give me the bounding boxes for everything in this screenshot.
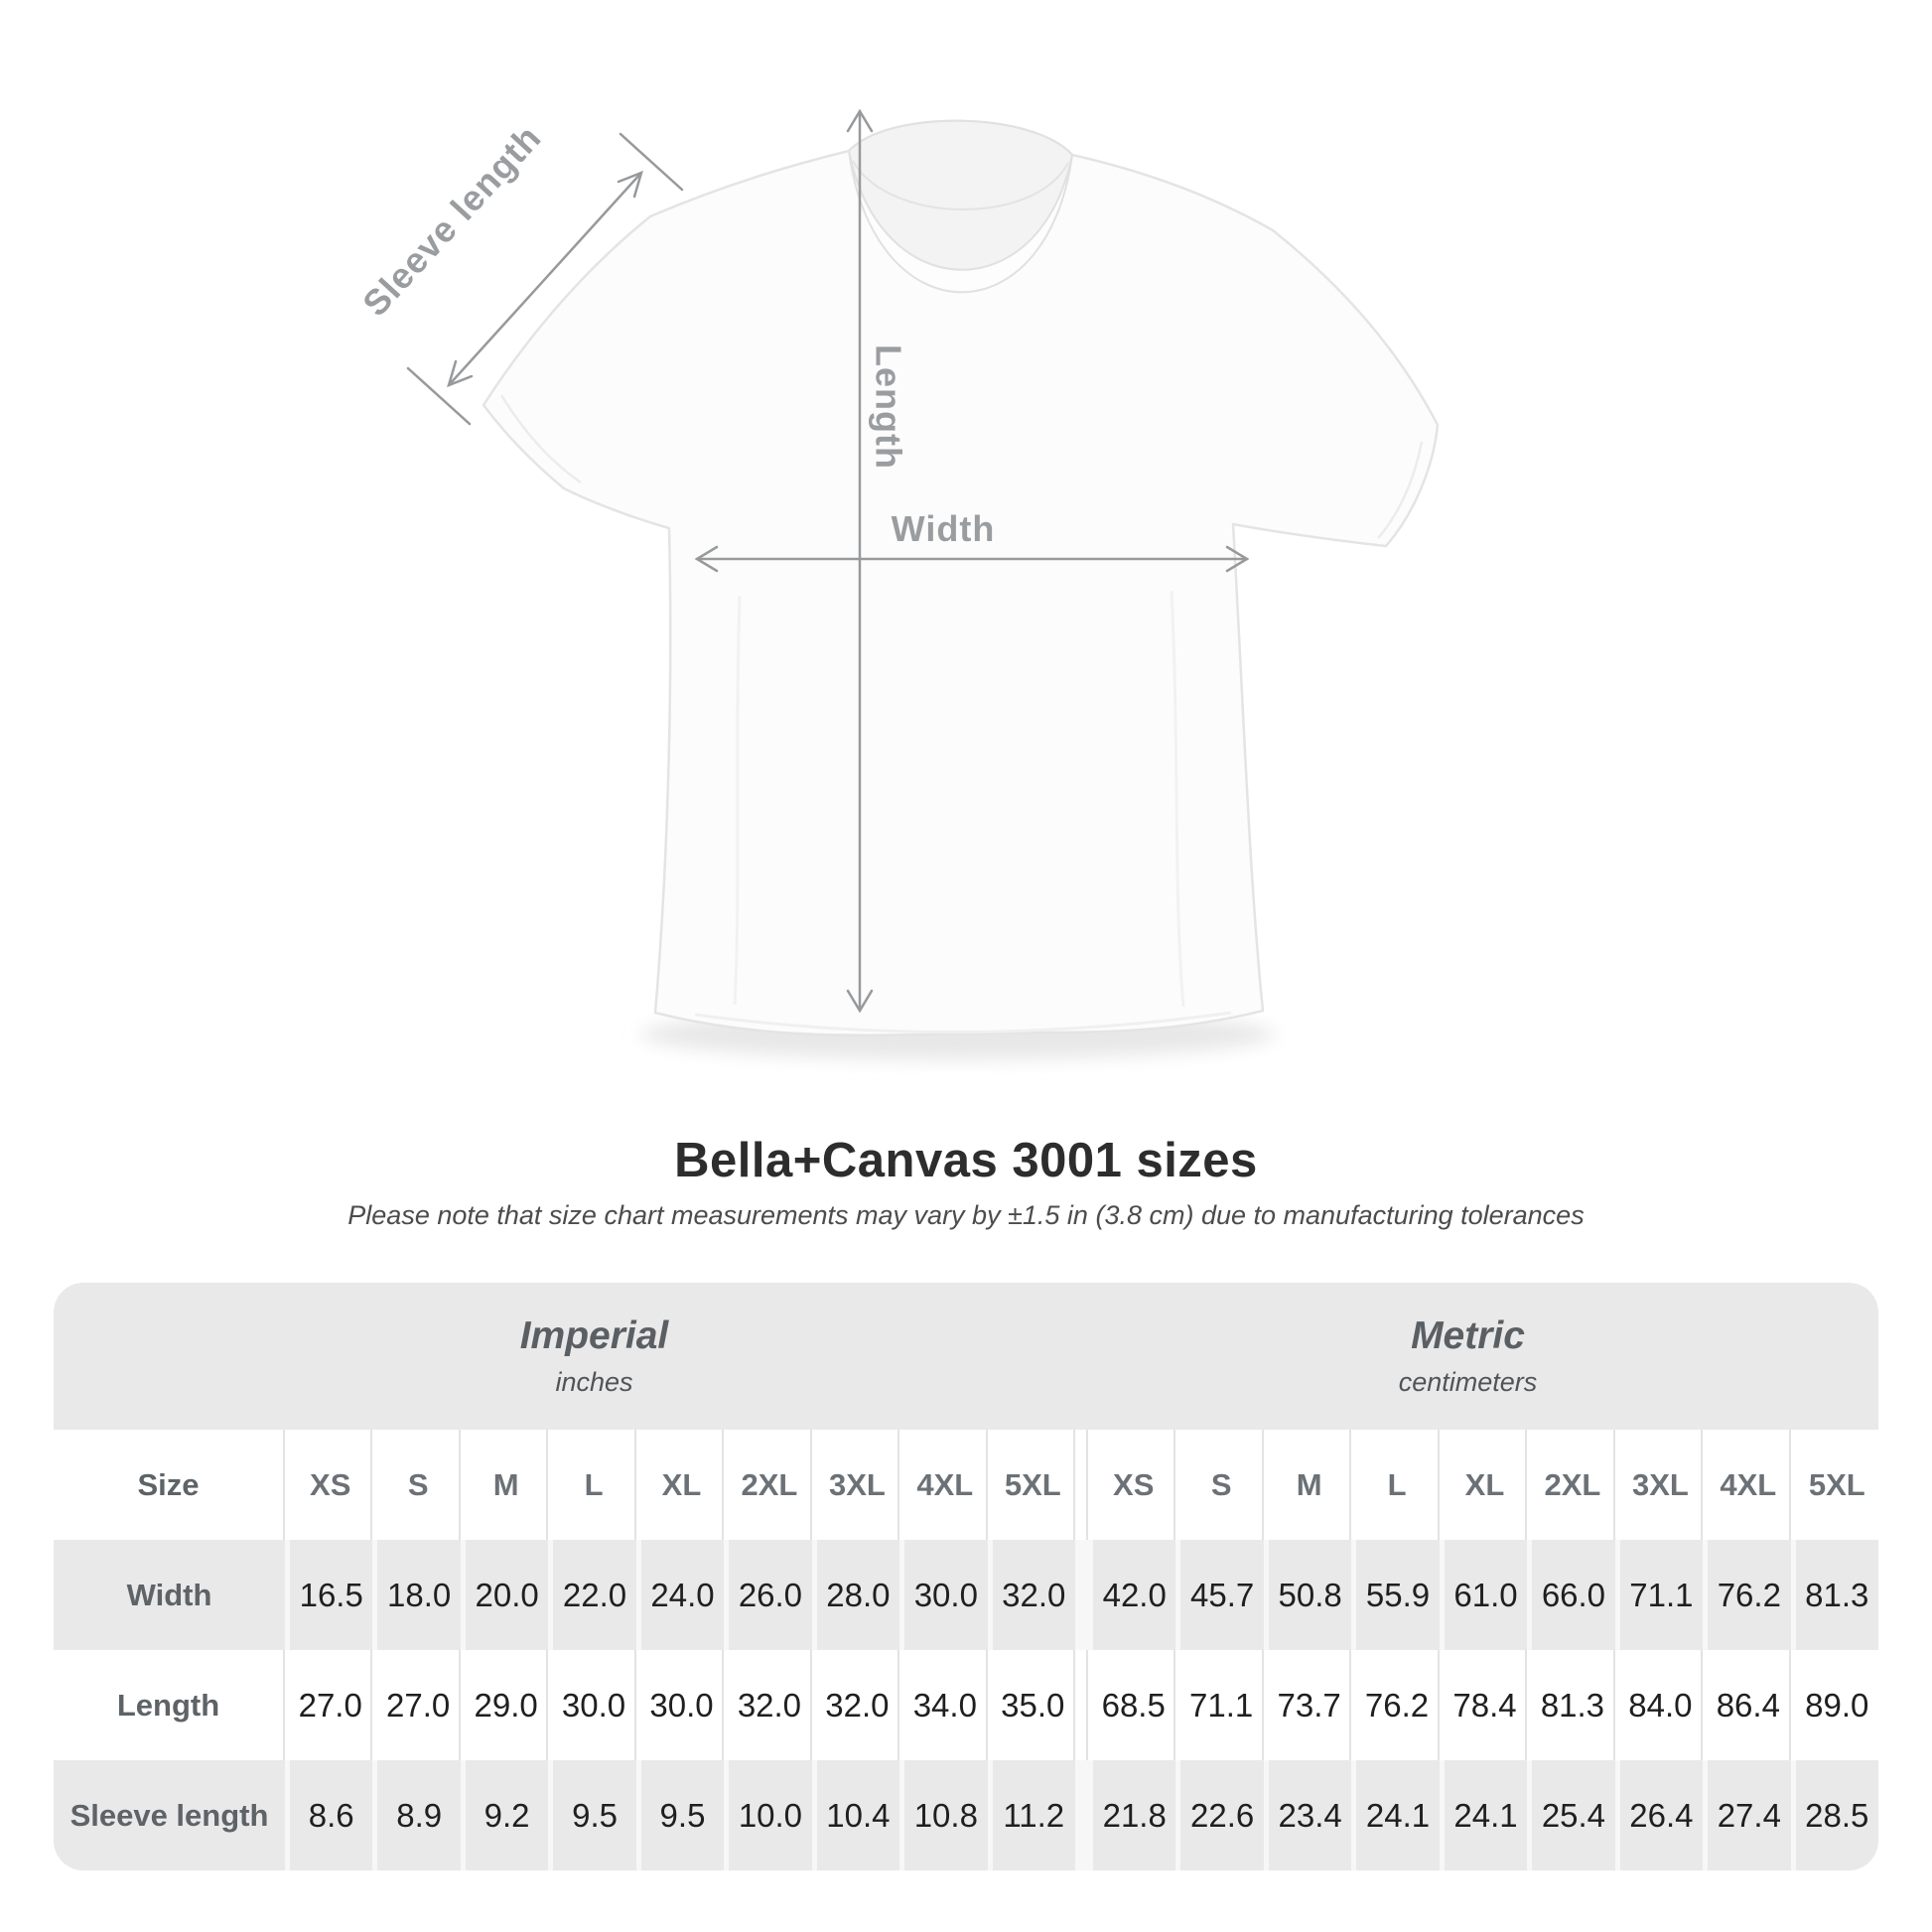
- measurement-value: 66.0: [1532, 1540, 1614, 1650]
- measurement-value: 22.0: [553, 1540, 635, 1650]
- measurement-value: 30.0: [641, 1650, 724, 1760]
- page-title: Bella+Canvas 3001 sizes: [674, 1134, 1258, 1187]
- unit-header-band: [54, 1283, 1878, 1430]
- measurement-value: 73.7: [1269, 1650, 1351, 1760]
- measurement-value: 35.0: [993, 1650, 1075, 1760]
- sleeve-length-label: Sleeve length: [354, 116, 549, 325]
- measurement-value: 26.4: [1620, 1760, 1703, 1870]
- measurement-value: 81.3: [1796, 1540, 1878, 1650]
- imperial-unit: inches: [555, 1367, 633, 1397]
- measurement-value: 8.6: [290, 1760, 372, 1870]
- size-column-header: 2XL: [729, 1430, 811, 1540]
- size-column-header: S: [1180, 1430, 1263, 1540]
- measurement-value: 71.1: [1180, 1650, 1263, 1760]
- measurement-value: 9.2: [466, 1760, 548, 1870]
- measurement-value: 9.5: [641, 1760, 724, 1870]
- metric-label: Metric: [1411, 1314, 1525, 1357]
- metric-group-header: [1075, 1314, 1861, 1398]
- measurement-value: 28.0: [817, 1540, 899, 1650]
- measurement-value: 18.0: [377, 1540, 460, 1650]
- imperial-group-header: [83, 1314, 1105, 1398]
- size-column-header: XL: [1445, 1430, 1527, 1540]
- measurement-value: 23.4: [1269, 1760, 1351, 1870]
- measurement-value: 68.5: [1093, 1650, 1175, 1760]
- measurement-value: 78.4: [1445, 1650, 1527, 1760]
- measurement-value: 32.0: [993, 1540, 1075, 1650]
- measurement-value: 34.0: [904, 1650, 987, 1760]
- measurement-value: 9.5: [553, 1760, 635, 1870]
- length-label: Length: [868, 345, 909, 470]
- row-label: Sleeve length: [54, 1760, 285, 1870]
- measurement-value: 29.0: [466, 1650, 548, 1760]
- measurement-value: 10.8: [904, 1760, 987, 1870]
- size-header-label: Size: [54, 1430, 285, 1540]
- measurement-value: 61.0: [1445, 1540, 1527, 1650]
- measurement-value: 28.5: [1796, 1760, 1878, 1870]
- measurement-value: 16.5: [290, 1540, 372, 1650]
- measurement-value: 50.8: [1269, 1540, 1351, 1650]
- measurement-value: 42.0: [1093, 1540, 1175, 1650]
- page-subtitle: Please note that size chart measurements may vary by ±1.5 in (3.8 cm) due to manufacturing tolerances: [347, 1200, 1585, 1230]
- group-divider: [1080, 1540, 1088, 1650]
- measurement-value: 25.4: [1532, 1760, 1614, 1870]
- size-column-header: XS: [1093, 1430, 1175, 1540]
- table-row-width: [54, 1540, 1878, 1650]
- size-column-header: 4XL: [904, 1430, 987, 1540]
- measurement-value: 8.9: [377, 1760, 460, 1870]
- measurement-value: 26.0: [729, 1540, 811, 1650]
- measurement-value: 32.0: [729, 1650, 811, 1760]
- measurement-value: 24.1: [1445, 1760, 1527, 1870]
- size-column-header: XS: [290, 1430, 372, 1540]
- size-header-row: [54, 1430, 1878, 1540]
- measurement-value: 10.4: [817, 1760, 899, 1870]
- measurement-value: 10.0: [729, 1760, 811, 1870]
- measurement-value: 81.3: [1532, 1650, 1614, 1760]
- measurement-value: 55.9: [1356, 1540, 1439, 1650]
- row-label: Length: [54, 1650, 285, 1760]
- size-column-header: M: [466, 1430, 548, 1540]
- measurement-value: 30.0: [553, 1650, 635, 1760]
- metric-unit: centimeters: [1398, 1367, 1538, 1397]
- measurement-value: 22.6: [1180, 1760, 1263, 1870]
- row-label: Width: [54, 1540, 285, 1650]
- measurement-value: 76.2: [1356, 1650, 1439, 1760]
- measurement-value: 30.0: [904, 1540, 987, 1650]
- size-column-header: 3XL: [1620, 1430, 1703, 1540]
- size-column-header: 5XL: [1796, 1430, 1878, 1540]
- size-column-header: 4XL: [1708, 1430, 1790, 1540]
- measurement-value: 76.2: [1708, 1540, 1790, 1650]
- size-column-header: XL: [641, 1430, 724, 1540]
- measurement-value: 84.0: [1620, 1650, 1703, 1760]
- size-column-header: 5XL: [993, 1430, 1075, 1540]
- group-divider: [1080, 1650, 1088, 1760]
- imperial-label: Imperial: [519, 1314, 669, 1357]
- size-column-header: S: [377, 1430, 460, 1540]
- measurement-value: 86.4: [1708, 1650, 1790, 1760]
- size-column-header: L: [1356, 1430, 1439, 1540]
- size-column-header: 2XL: [1532, 1430, 1614, 1540]
- measurement-value: 11.2: [993, 1760, 1075, 1870]
- measurement-value: 71.1: [1620, 1540, 1703, 1650]
- size-column-header: L: [553, 1430, 635, 1540]
- measurement-value: 20.0: [466, 1540, 548, 1650]
- table-row-length: [54, 1650, 1878, 1760]
- size-column-header: 3XL: [817, 1430, 899, 1540]
- measurement-value: 45.7: [1180, 1540, 1263, 1650]
- table-row-sleeve-length: [54, 1760, 1878, 1870]
- measurement-value: 24.1: [1356, 1760, 1439, 1870]
- measurement-value: 21.8: [1093, 1760, 1175, 1870]
- measurement-value: 32.0: [817, 1650, 899, 1760]
- width-label: Width: [891, 508, 996, 549]
- measurement-value: 27.0: [290, 1650, 372, 1760]
- measurement-value: 27.0: [377, 1650, 460, 1760]
- group-divider: [1080, 1430, 1088, 1540]
- size-table: [54, 1283, 1878, 1870]
- group-divider: [1080, 1760, 1088, 1870]
- measurement-value: 24.0: [641, 1540, 724, 1650]
- measurement-value: 89.0: [1796, 1650, 1878, 1760]
- measurement-value: 27.4: [1708, 1760, 1790, 1870]
- size-column-header: M: [1269, 1430, 1351, 1540]
